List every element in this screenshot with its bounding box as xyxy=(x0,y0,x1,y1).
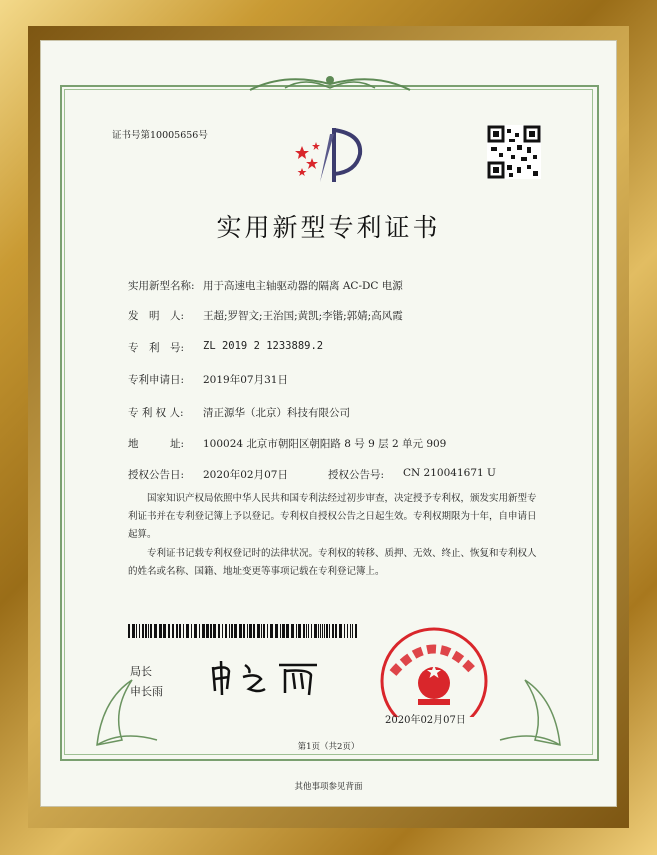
page-info: 第1页（共2页） xyxy=(297,742,360,752)
barcode-icon xyxy=(128,624,358,638)
cnipa-logo-icon xyxy=(290,120,370,190)
corner-ornament-right-icon xyxy=(495,640,565,750)
back-note: 其他事项参见背面 xyxy=(294,782,363,792)
official-seal-icon xyxy=(375,625,493,717)
paragraph-legal-status: 专利证书记载专利权登记时的法律状况。专利权的转移、质押、无效、终止、恢复和专利权人的姓名或名称、国籍、地址变更等事项记载在专利登记簿上。 xyxy=(128,548,537,577)
inventor-value: 王超;罗智文;王治国;黄凯;李锴;郭婧;高风霞 xyxy=(203,310,403,322)
director-title: 局长 xyxy=(130,665,152,678)
patent-no-label: 专 利 号: xyxy=(128,342,185,354)
seal-date: 2020年02月07日 xyxy=(385,715,466,726)
cert-number: 证书号第10005656号 xyxy=(112,130,208,141)
filing-date-label: 专利申请日: xyxy=(128,374,185,386)
director-name: 申长雨 xyxy=(130,685,163,698)
grant-no-label: 授权公告号: xyxy=(328,469,385,481)
address-value: 100024 北京市朝阳区朝阳路 8 号 9 层 2 单元 909 xyxy=(203,438,447,450)
top-ornament-icon xyxy=(245,70,415,96)
qr-code-icon xyxy=(487,125,541,179)
owner-value: 清正源华（北京）科技有限公司 xyxy=(203,407,350,419)
grant-date-value: 2020年02月07日 xyxy=(203,469,288,481)
address-label: 地 址: xyxy=(128,438,185,450)
grant-date-label: 授权公告日: xyxy=(128,469,185,481)
owner-label: 专 利 权 人: xyxy=(128,407,184,419)
certificate-title: 实用新型专利证书 xyxy=(216,213,441,242)
patent-no-value: ZL 2019 2 1233889.2 xyxy=(203,340,324,352)
filing-date-value: 2019年07月31日 xyxy=(203,374,288,386)
name-value: 用于高速电主轴驱动器的隔离 AC-DC 电源 xyxy=(203,280,403,292)
signature-icon xyxy=(205,655,330,697)
name-label: 实用新型名称: xyxy=(128,280,195,292)
paragraph-grant: 国家知识产权局依照中华人民共和国专利法经过初步审查，决定授予专利权，颁发实用新型专利证书并在专利登记簿上予以登记。专利权自授权公告之日起生效。专利权期限为十年，自申请日起算。 xyxy=(128,493,537,540)
inventor-label: 发 明 人: xyxy=(128,310,185,322)
grant-no-value: CN 210041671 U xyxy=(403,467,496,479)
